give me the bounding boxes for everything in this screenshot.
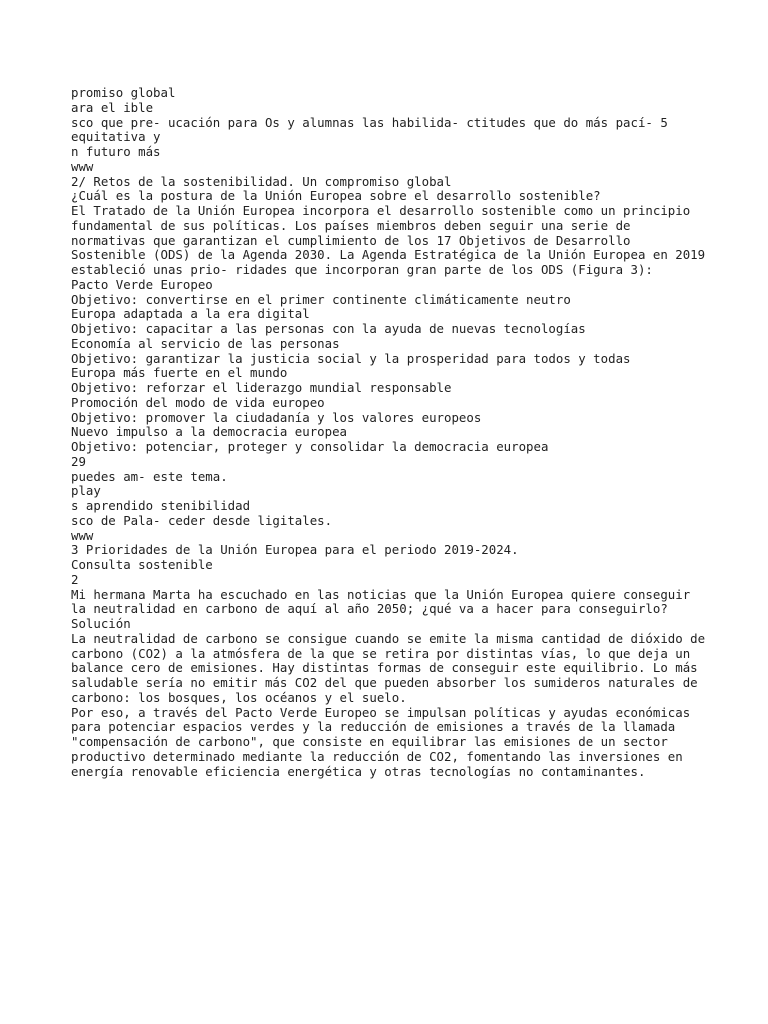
text-line: sco de Pala- ceder desde ligitales. — [71, 512, 333, 528]
solution-paragraph: La neutralidad de carbono se consigue cuando se emite la misma cantidad de dióxido de carbono (CO2) a la atmósfera de la que se retira por distintas vías, lo que deja un balance cero de emisiones. Hay distintas formas de conseguir este equilibrio. Lo más saludable sería no emitir más CO2 del que pueden absorber los sumideros naturales de carbono: los bosques, los océanos y el suelo. — [71, 630, 713, 705]
text-line: play — [71, 483, 101, 499]
priority-objective: Objetivo: promover la ciudadanía y los valores europeos — [71, 409, 482, 425]
priority-objective: Objetivo: reforzar el liderazgo mundial responsable — [71, 380, 452, 395]
priority-title: Europa más fuerte en el mundo — [71, 365, 288, 381]
text-line: Consulta sostenible — [71, 557, 213, 572]
solution-heading: Solución — [71, 616, 131, 631]
priority-objective: Objetivo: garantizar la justicia social y la prosperidad para todos y todas — [71, 350, 631, 366]
figure-caption: 3 Prioridades de la Unión Europea para el periodo 2019-2024. — [71, 542, 519, 558]
text-line: equitativa y — [71, 129, 161, 145]
priority-objective: Objetivo: convertirse en el primer continente climáticamente neutro — [71, 291, 571, 307]
link-marker: www — [71, 527, 94, 543]
exercise-question: Mi hermana Marta ha escuchado en las noticias que la Unión Europea quiere conseguir la neutralidad en carbono de aquí al año 2050; ¿qué va a hacer para conseguirlo? — [71, 586, 698, 617]
text-line: ara el ible — [71, 99, 154, 115]
text-line: puedes am- este tema. — [71, 468, 228, 484]
solution-paragraph: Por eso, a través del Pacto Verde Europeo se impulsan políticas y ayudas económicas para potenciar espacios verdes y la reducción de emisiones a través de la llamada "compensación de carbono", que consiste en equilibrar las emisiones de un sector productivo determinado mediante la reducción de CO2, fomentando las inversiones en energía renovable eficiencia energética y otras tecnologías no contaminantes. — [71, 704, 698, 779]
body-paragraph: El Tratado de la Unión Europea incorpora el desarrollo sostenible como un principio fundamental de sus políticas. Los países miembros deben seguir una serie de normativas que garantizan el cumplimiento de los 17 Objetivos de Desarrollo Sostenible (ODS) de la Agenda 2030. La Agenda Estratégica de la Unión Europea en 2019 estableció unas prio- ridades que incorporan gran parte de los ODS (Figura 3): — [71, 203, 713, 277]
priority-title: Europa adaptada a la era digital — [71, 306, 310, 322]
section-question: ¿Cuál es la postura de la Unión Europea sobre el desarrollo sostenible? — [71, 188, 601, 204]
text-line: s aprendido stenibilidad — [71, 498, 251, 513]
priority-title: Promoción del modo de vida europeo — [71, 394, 325, 410]
document-page — [71, 86, 711, 779]
priority-title: Nuevo impulso a la democracia europea — [71, 424, 348, 440]
exercise-number: 2 — [71, 571, 79, 587]
link-marker: www — [71, 158, 94, 174]
priority-objective: Objetivo: capacitar a las personas con la ayuda de nuevas tecnologías — [71, 321, 586, 336]
priority-objective: Objetivo: potenciar, proteger y consolidar la democracia europea — [71, 439, 549, 454]
page-number: 29 — [71, 453, 86, 469]
priority-title: Economía al servicio de las personas — [71, 335, 340, 351]
text-line: promiso global — [71, 85, 176, 100]
text-line: n futuro más — [71, 144, 161, 159]
section-heading: 2/ Retos de la sostenibilidad. Un compromiso global — [71, 173, 452, 189]
text-line: sco que pre- ucación para Os y alumnas las habilida- ctitudes que do más pací- 5 — [71, 114, 668, 130]
priority-title: Pacto Verde Europeo — [71, 276, 213, 292]
